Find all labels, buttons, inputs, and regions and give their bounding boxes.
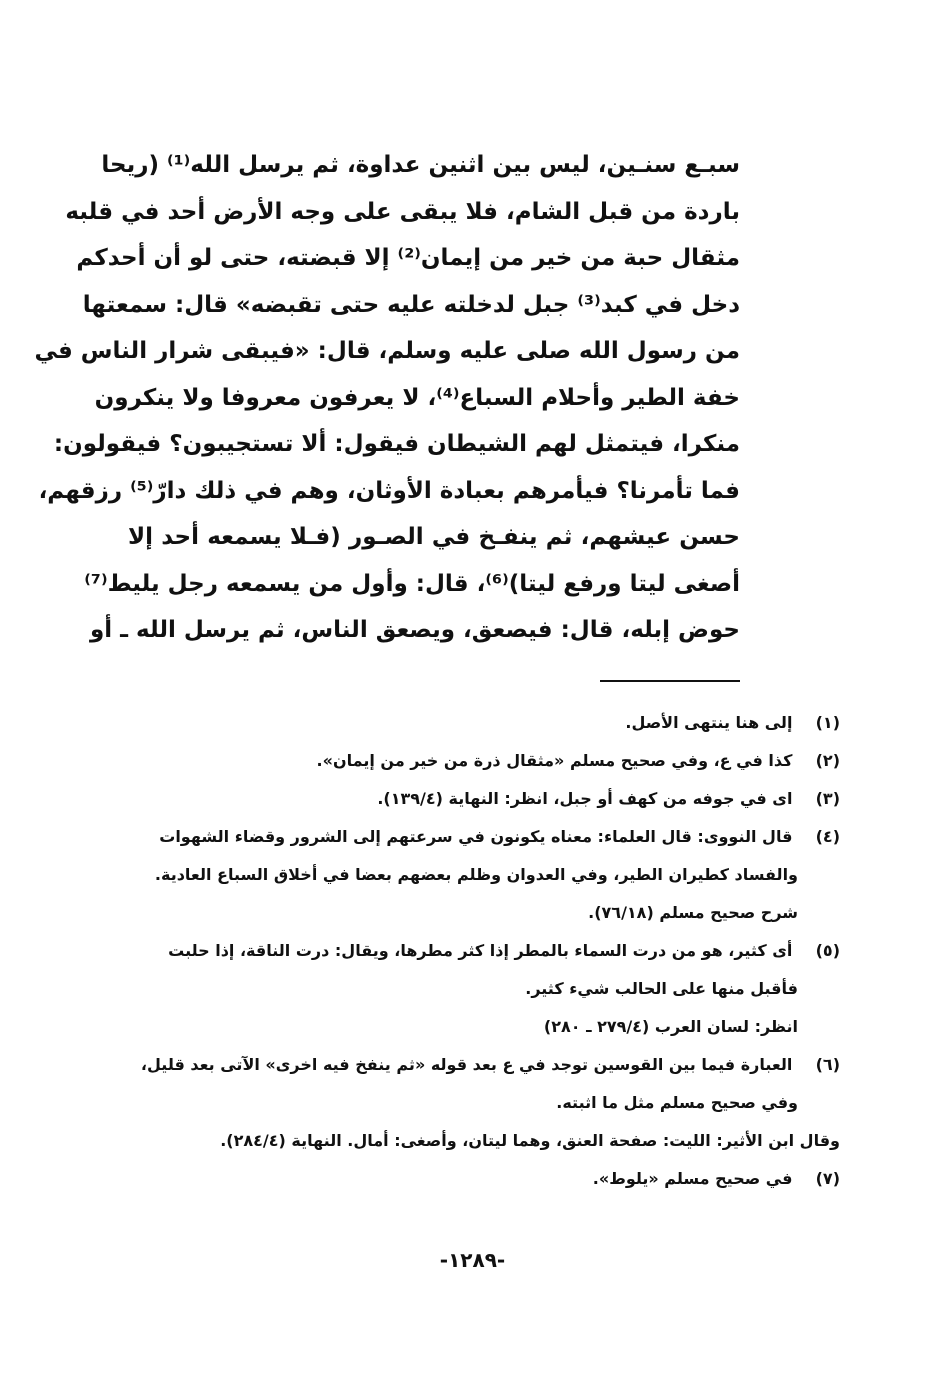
footnote-3 xyxy=(128,780,840,818)
main-body-text xyxy=(34,142,740,654)
footnote-text: قال النووى: قال العلماء: معناه يكونون في سرعتهم إلى الشرور وقضاء الشهوات xyxy=(159,827,793,846)
footnote-1 xyxy=(128,704,840,742)
body-line: باردة من قبل الشام، فلا يبقى على وجه الأرض أحد في قلبه xyxy=(65,198,740,225)
footnote-text: إلى هنا ينتهى الأصل. xyxy=(625,713,793,732)
body-line: حوض إبله، قال: فيصعق، ويصعق الناس، ثم يرسل الله ـ أو xyxy=(89,617,740,643)
footnote-6 xyxy=(128,1046,840,1160)
footnote-text: العبارة فيما بين القوسين توجد في ع بعد قوله «ثم ينفخ فيه اخرى» الآتى بعد قليل، xyxy=(140,1055,793,1074)
footnote-number: (٣) xyxy=(815,789,840,808)
footnote-number: (٢) xyxy=(815,751,840,770)
body-line: دخل في كبد⁽³⁾ جبل لدخلته عليه حتى تقبضه» قال: سمعتها xyxy=(82,291,740,318)
footnote-text: شرح صحيح مسلم (٧٦/١٨). xyxy=(588,903,798,922)
footnote-number: (٤) xyxy=(815,827,840,846)
footnotes xyxy=(128,704,840,1198)
footnote-number: (٥) xyxy=(815,941,840,960)
footnote-5 xyxy=(128,932,840,1046)
footnote-text: وقال ابن الأثير: الليت: صفحة العنق، وهما ليتان، وأصغى: أمال. النهاية (٢٨٤/٤). xyxy=(220,1131,840,1150)
body-line: منكرا، فيتمثل لهم الشيطان فيقول: ألا تستجيبون؟ فيقولون: xyxy=(53,431,740,457)
footnote-text: كذا في ع، وفي صحيح مسلم «مثقال ذرة من خير من إيمان». xyxy=(316,751,793,770)
footnote-number: (٧) xyxy=(815,1169,840,1188)
footnote-divider xyxy=(600,680,740,682)
body-line: أصغى ليتا ورفع ليتا)⁽⁶⁾، قال: وأول من يسمعه رجل يليط⁽⁷⁾ xyxy=(84,570,740,597)
footnote-text: أى كثير، هو من درت السماء بالمطر إذا كثر مطرها، ويقال: درت الناقة، إذا حلبت xyxy=(168,941,793,960)
footnote-7 xyxy=(128,1160,840,1198)
body-line: مثقال حبة من خير من إيمان⁽²⁾ إلا قبضته، حتى لو أن أحدكم xyxy=(76,245,740,271)
footnote-text: اى في جوفه من كهف أو جبل، انظر: النهاية (١٣٩/٤). xyxy=(377,789,793,808)
body-line: سبـع سنـين، ليس بين اثنين عداوة، ثم يرسل الله⁽¹⁾ (ريحا xyxy=(101,152,740,178)
footnote-number: (١) xyxy=(815,713,840,732)
footnote-text: فأقبل منها على الحالب شيء كثير. xyxy=(525,979,798,998)
body-line: من رسول الله صلى عليه وسلم، قال: «فيبقى شرار الناس في xyxy=(34,338,740,364)
footnote-text: في صحيح مسلم «يلوط». xyxy=(592,1169,793,1188)
body-line: حسن عيشهم، ثم ينفـخ في الصـور (فـلا يسمعه أحد إلا xyxy=(128,524,740,550)
body-line: فما تأمرنا؟ فيأمرهم بعبادة الأوثان، وهم في ذلك دارّ⁽⁵⁾ رزقهم، xyxy=(38,477,740,504)
footnote-number: (٦) xyxy=(815,1055,840,1074)
footnote-2 xyxy=(128,742,840,780)
footnote-text: وفي صحيح مسلم مثل ما اثبته. xyxy=(556,1093,798,1112)
footnote-text: والفساد كطيران الطير، وفي العدوان وظلم بعضهم بعضا في أخلاق السباع العادية. xyxy=(154,865,798,884)
footnote-text: انظر: لسان العرب (٢٧٩/٤ ـ ٢٨٠) xyxy=(543,1017,798,1036)
footnote-4 xyxy=(128,818,840,932)
body-line: خفة الطير وأحلام السباع⁽⁴⁾، لا يعرفون معروفا ولا ينكرون xyxy=(94,384,740,411)
page-number: -١٢٨٩- xyxy=(439,1248,506,1272)
